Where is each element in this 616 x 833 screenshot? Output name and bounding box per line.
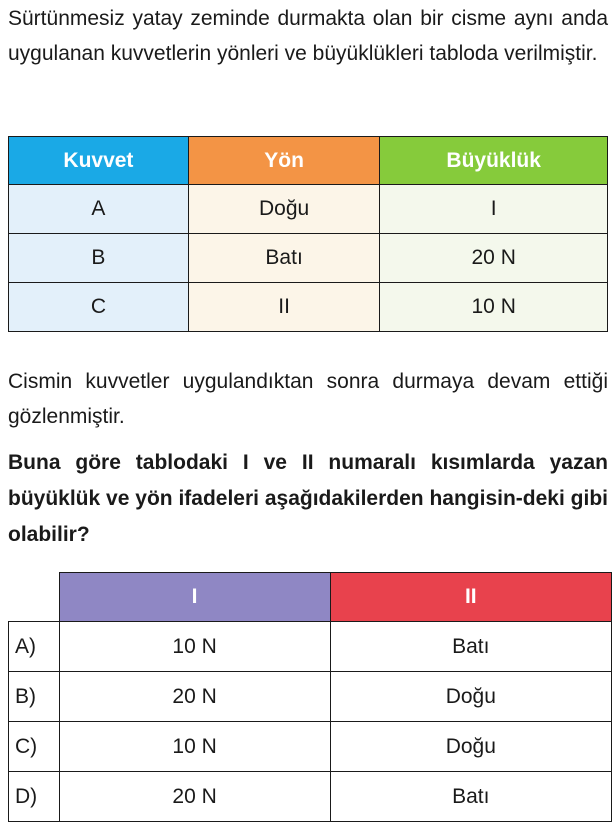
option-cell-ii: Doğu (330, 672, 611, 722)
option-row-a[interactable] (9, 622, 612, 672)
force-cell-kuvvet: A (9, 185, 189, 234)
option-cell-i: 10 N (59, 622, 330, 672)
header-kuvvet: Kuvvet (9, 137, 189, 185)
force-row-a (9, 185, 608, 234)
force-cell-yon: Doğu (188, 185, 380, 234)
force-cell-yon: Batı (188, 234, 380, 283)
option-row-b[interactable] (9, 672, 612, 722)
intro-paragraph: Sürtünmesiz yatay zeminde durmakta olan bir cisme aynı anda uygulanan kuvvetlerin yönleri ve büyüklükleri tabloda verilmiştir. (8, 7, 608, 65)
option-row-d[interactable] (9, 772, 612, 822)
header-empty-corner (9, 573, 60, 622)
header-i: I (59, 573, 330, 622)
option-cell-ii: Batı (330, 772, 611, 822)
force-row-b (9, 234, 608, 283)
option-cell-ii: Batı (330, 622, 611, 672)
force-table (8, 136, 608, 332)
option-label[interactable]: C) (9, 722, 60, 772)
force-cell-kuvvet: C (9, 283, 189, 332)
header-buyukluk: Büyüklük (380, 137, 608, 185)
force-cell-buyukluk: 10 N (380, 283, 608, 332)
header-ii: II (330, 573, 611, 622)
force-cell-yon: II (188, 283, 380, 332)
option-row-c[interactable] (9, 722, 612, 772)
option-cell-i: 20 N (59, 672, 330, 722)
header-yon: Yön (188, 137, 380, 185)
question-paragraph: Buna göre tablodaki I ve II numaralı kısımlarda yazan büyüklük ve yön ifadeleri aşağıdakilerden hangisin-deki gibi olabilir? (8, 451, 608, 546)
force-table-header-row (9, 137, 608, 185)
answer-table-header-row (9, 573, 612, 622)
force-cell-buyukluk: I (380, 185, 608, 234)
force-cell-kuvvet: B (9, 234, 189, 283)
force-cell-buyukluk: 20 N (380, 234, 608, 283)
option-cell-ii: Doğu (330, 722, 611, 772)
option-cell-i: 20 N (59, 772, 330, 822)
answer-table (8, 572, 612, 822)
option-cell-i: 10 N (59, 722, 330, 772)
observation-paragraph: Cismin kuvvetler uygulandıktan sonra durmaya devam ettiği gözlenmiştir. (8, 370, 608, 428)
force-row-c (9, 283, 608, 332)
option-label[interactable]: A) (9, 622, 60, 672)
option-label[interactable]: D) (9, 772, 60, 822)
option-label[interactable]: B) (9, 672, 60, 722)
